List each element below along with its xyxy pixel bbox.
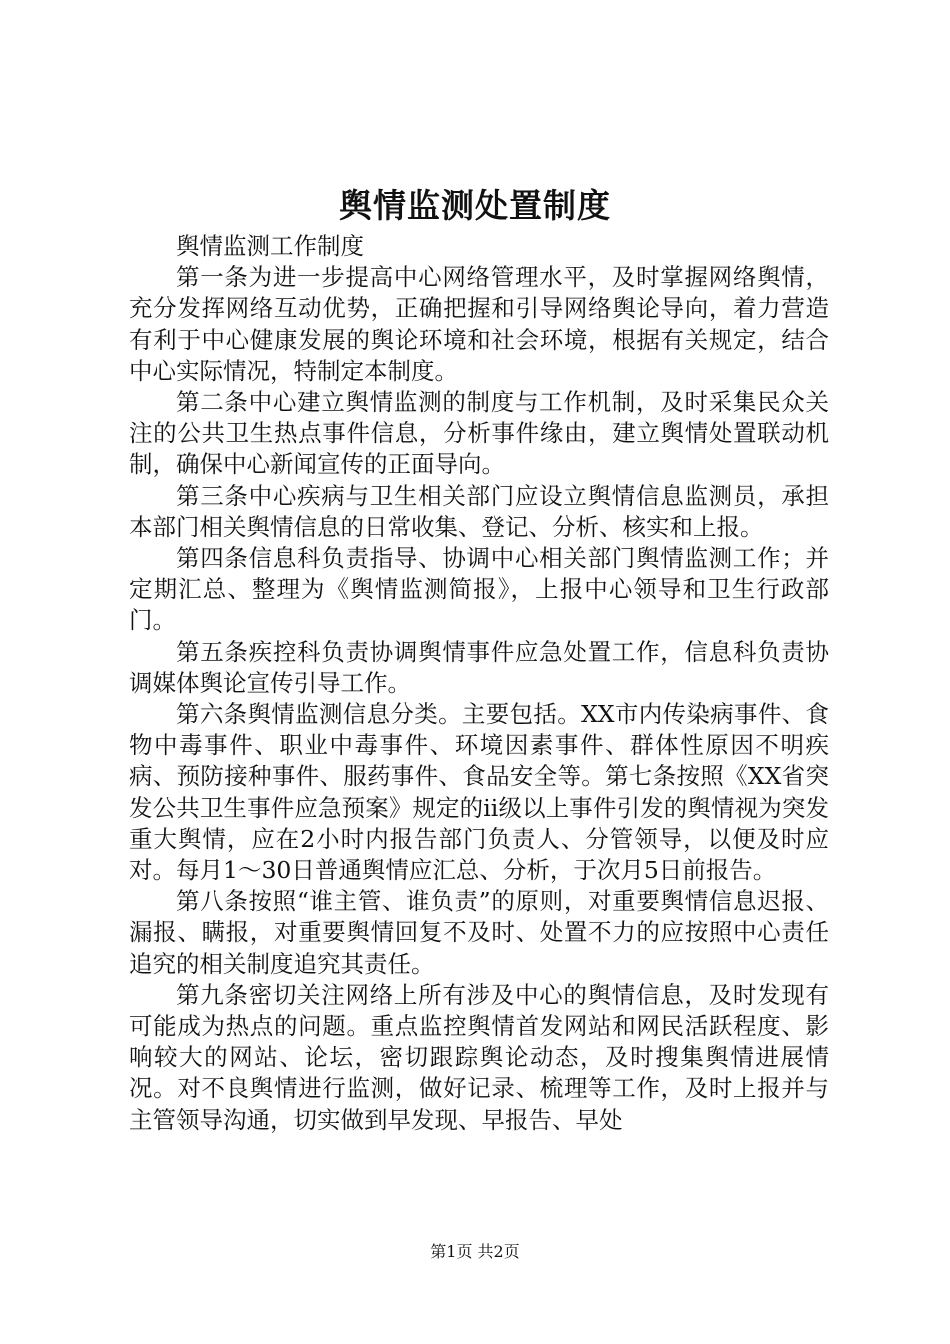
page-number-footer: 第1页 共2页 xyxy=(430,1242,520,1261)
document-body xyxy=(129,231,829,1136)
paragraph-article-1: 第一条为进一步提高中心网络管理水平，及时掌握网络舆情，充分发挥网络互动优势，正确把握和引导网络舆论导向，着力营造有利于中心健康发展的舆论环境和社会环境，根据有关规定，结合中心实际情况，特制定本制度。 xyxy=(129,263,829,385)
paragraph-article-9: 第九条密切关注网络上所有涉及中心的舆情信息，及时发现有可能成为热点的问题。重点监控舆情首发网站和网民活跃程度、影响较大的网站、论坛，密切跟踪舆论动态，及时搜集舆情进展情况。对不良舆情进行监测，做好记录、梳理等工作，及时上报并与主管领导沟通，切实做到早发现、早报告、早处 xyxy=(129,980,829,1134)
document-title: 舆情监测处置制度 xyxy=(339,186,611,225)
paragraph-article-4: 第四条信息科负责指导、协调中心相关部门舆情监测工作；并定期汇总、整理为《舆情监测简报》，上报中心领导和卫生行政部门。 xyxy=(129,544,829,635)
paragraph-article-3: 第三条中心疾病与卫生相关部门应设立舆情信息监测员，承担本部门相关舆情信息的日常收集、登记、分析、核实和上报。 xyxy=(129,481,829,541)
paragraph-article-8: 第八条按照“谁主管、谁负责”的原则，对重要舆情信息迟报、漏报、瞒报，对重要舆情回复不及时、处置不力的应按照中心责任追究的相关制度追究其责任。 xyxy=(129,887,829,978)
paragraph-subtitle: 舆情监测工作制度 xyxy=(176,232,364,260)
paragraph-article-5: 第五条疾控科负责协调舆情事件应急处置工作，信息科负责协调媒体舆论宣传引导工作。 xyxy=(129,637,829,697)
paragraph-article-2: 第二条中心建立舆情监测的制度与工作机制，及时采集民众关注的公共卫生热点事件信息，分析事件缘由，建立舆情处置联动机制，确保中心新闻宣传的正面导向。 xyxy=(129,388,829,479)
paragraph-article-6-7: 第六条舆情监测信息分类。主要包括。XX市内传染病事件、食物中毒事件、职业中毒事件、环境因素事件、群体性原因不明疾病、预防接种事件、服药事件、食品安全等。第七条按照《XX省突发公共卫生事件应急预案》规定的ii级以上事件引发的舆情视为突发重大舆情，应在2小时内报告部门负责人、分管领导，以便及时应对。每月1～30日普通舆情应汇总、分析，于次月5日前报告。 xyxy=(129,700,829,885)
